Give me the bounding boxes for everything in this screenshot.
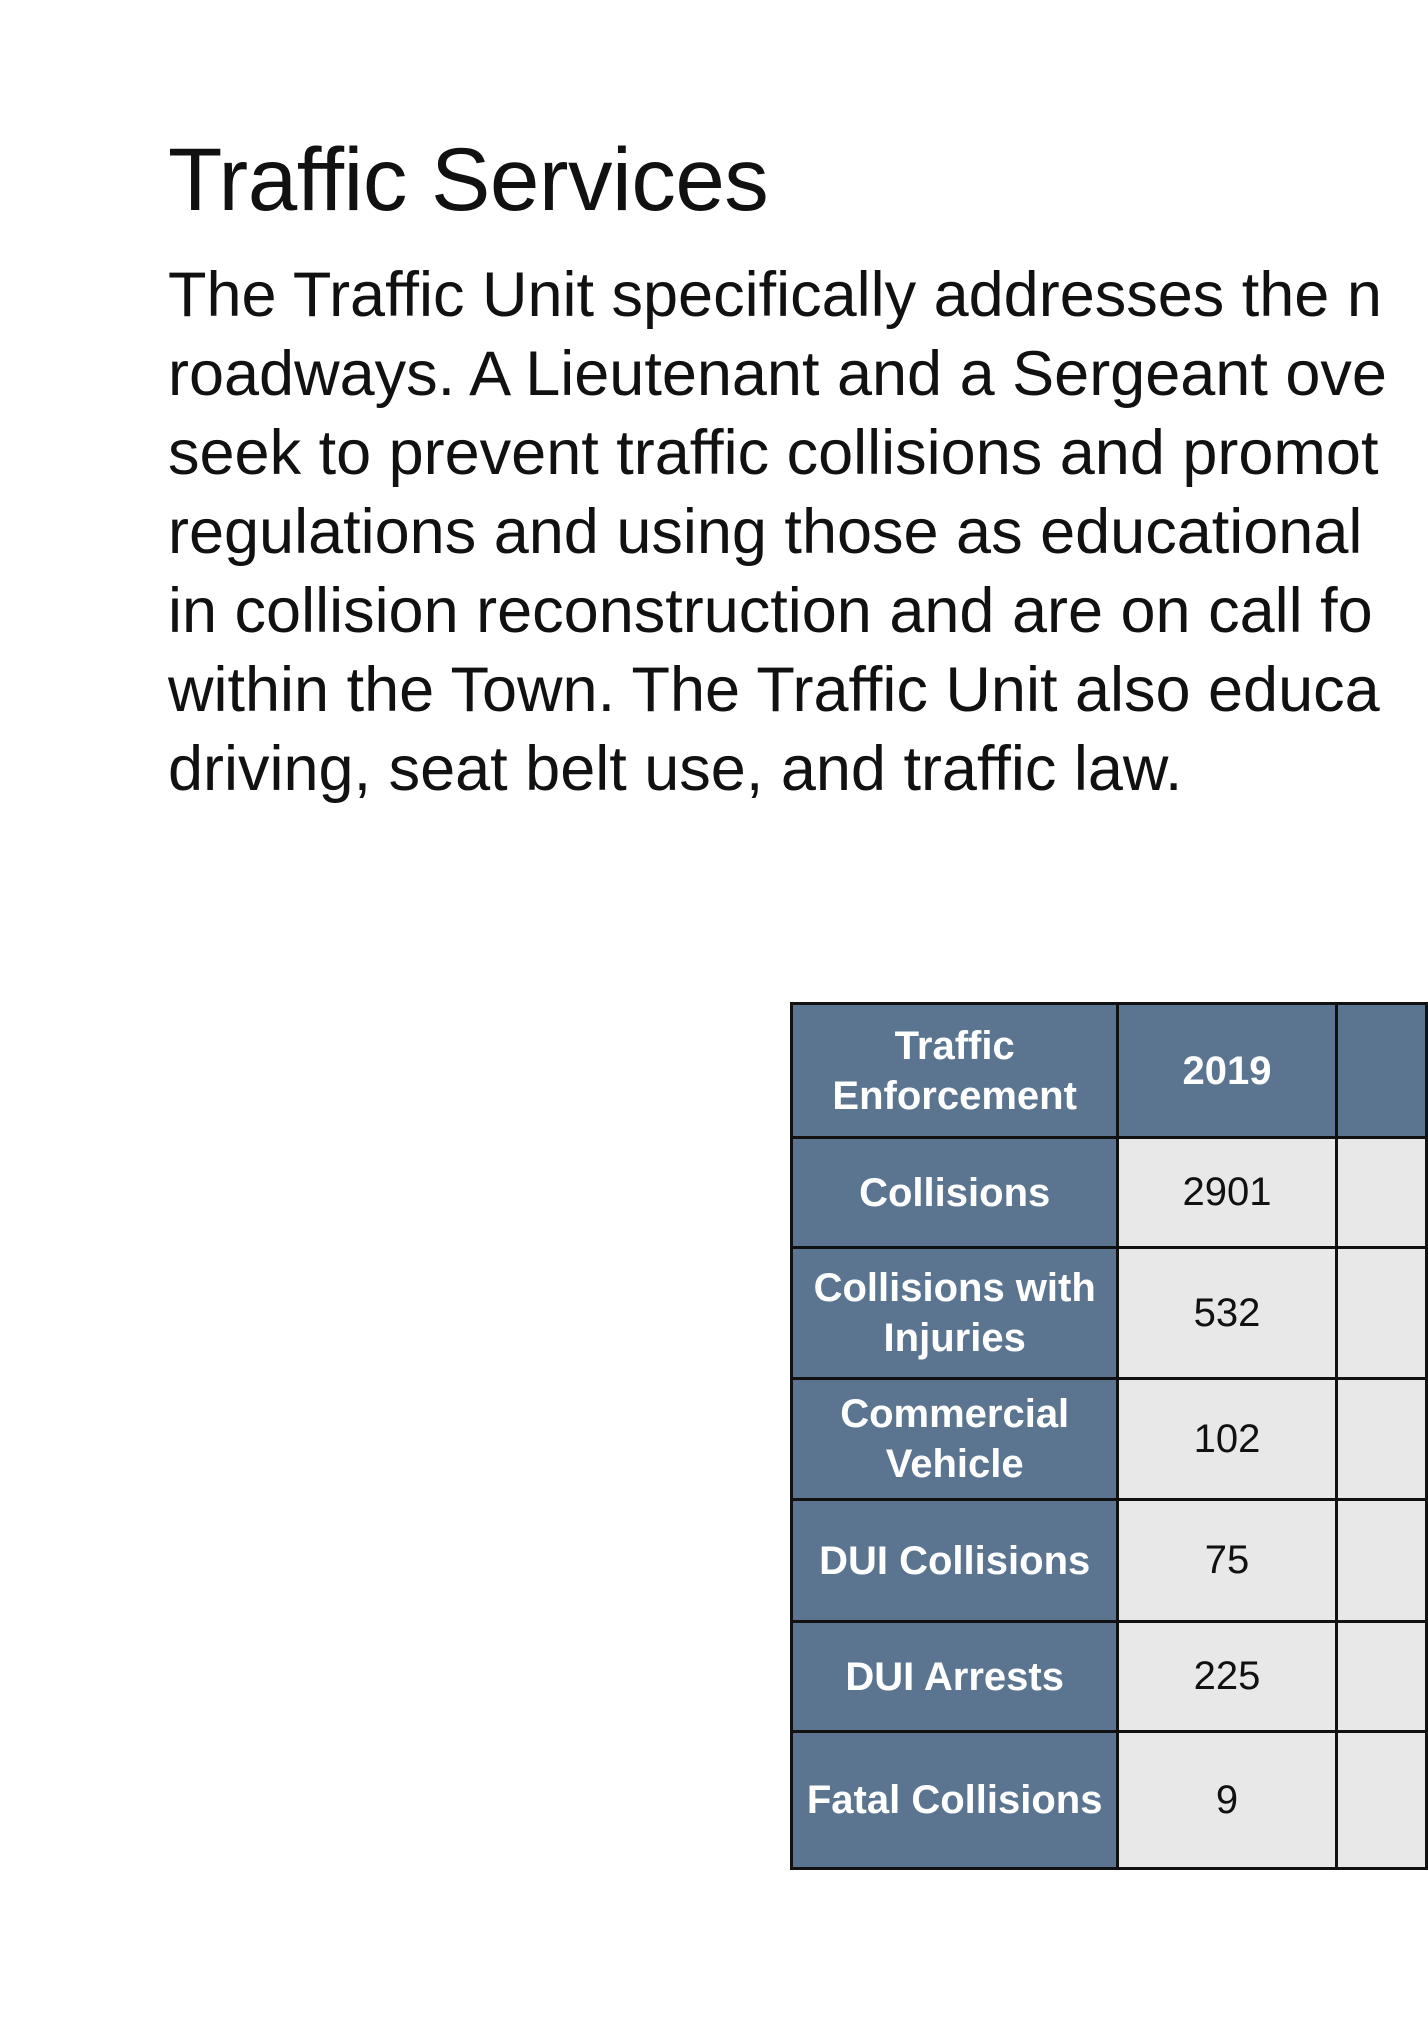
intro-line: roadways. A Lieutenant and a Sergeant ove [168, 339, 1387, 409]
intro-line: driving, seat belt use, and traffic law. [168, 734, 1183, 804]
row-label: Commercial Vehicle [792, 1379, 1118, 1500]
intro-line: The Traffic Unit specifically addresses the n [168, 260, 1382, 330]
row-label: DUI Arrests [792, 1622, 1118, 1732]
table-row [792, 1248, 1427, 1379]
row-value-next [1336, 1248, 1426, 1379]
header-next-column [1336, 1004, 1426, 1138]
row-value-next [1336, 1732, 1426, 1869]
table-row [792, 1732, 1427, 1869]
row-value: 9 [1118, 1732, 1336, 1869]
header-traffic-enforcement: Traffic Enforcement [792, 1004, 1118, 1138]
row-label: Fatal Collisions [792, 1732, 1118, 1869]
row-value: 102 [1118, 1379, 1336, 1500]
table-row [792, 1500, 1427, 1622]
row-value-next [1336, 1500, 1426, 1622]
intro-line: regulations and using those as educational [168, 497, 1363, 567]
row-value-next [1336, 1138, 1426, 1248]
table-header-row [792, 1004, 1427, 1138]
row-label: DUI Collisions [792, 1500, 1118, 1622]
row-value: 2901 [1118, 1138, 1336, 1248]
row-value-next [1336, 1622, 1426, 1732]
row-value: 532 [1118, 1248, 1336, 1379]
intro-line: seek to prevent traffic collisions and promot [168, 418, 1379, 488]
table-row [792, 1138, 1427, 1248]
table-row [792, 1379, 1427, 1500]
traffic-enforcement-table [790, 1002, 1428, 1870]
header-year-2019: 2019 [1118, 1004, 1336, 1138]
intro-paragraph [168, 256, 1428, 809]
intro-line: in collision reconstruction and are on call fo [168, 576, 1373, 646]
table-row [792, 1622, 1427, 1732]
row-label: Collisions [792, 1138, 1118, 1248]
row-value-next [1336, 1379, 1426, 1500]
row-value: 75 [1118, 1500, 1336, 1622]
intro-line: within the Town. The Traffic Unit also educa [168, 655, 1380, 725]
row-value: 225 [1118, 1622, 1336, 1732]
row-label: Collisions with Injuries [792, 1248, 1118, 1379]
page-title: Traffic Services [168, 129, 769, 229]
